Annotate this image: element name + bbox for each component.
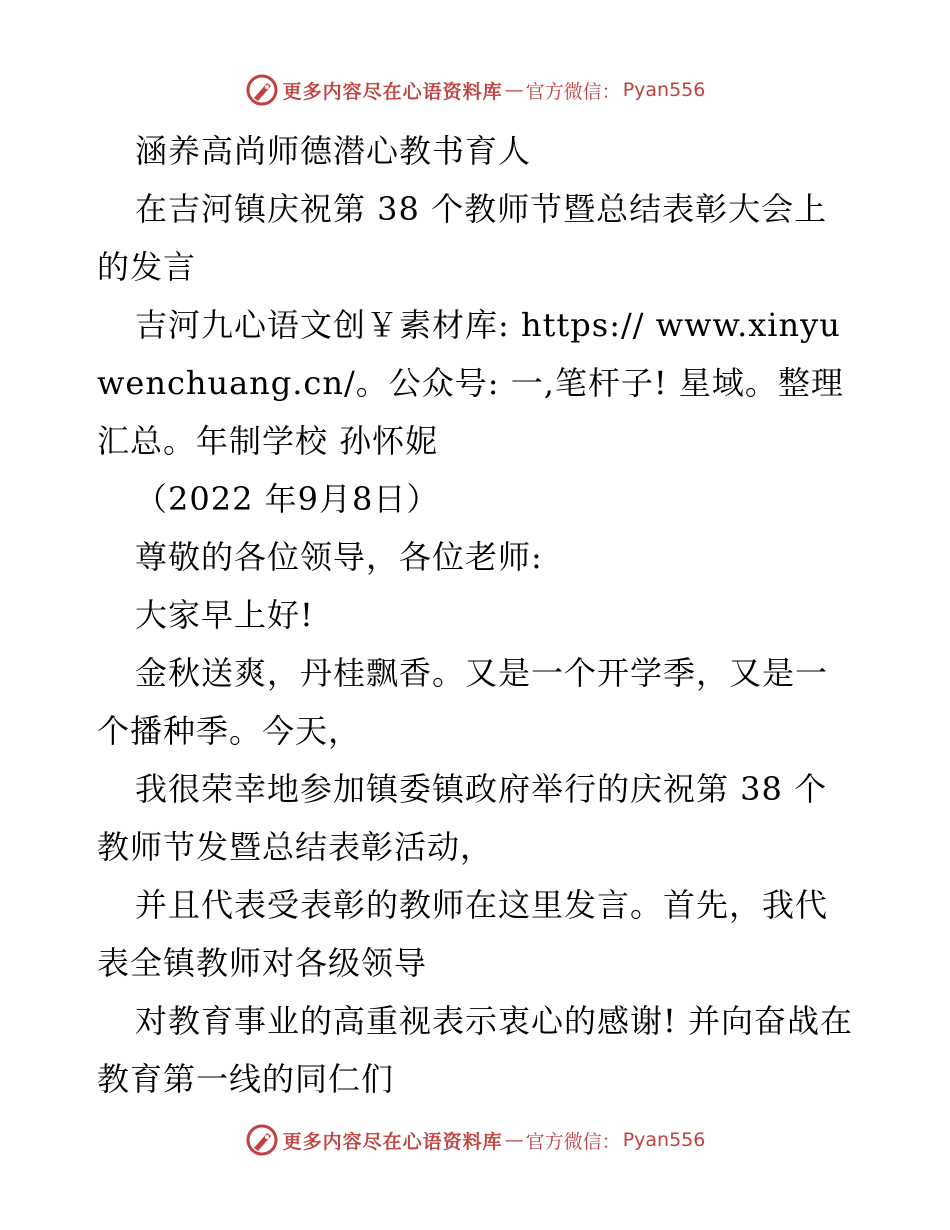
watermark-dash: — (504, 1129, 524, 1151)
body-paragraph: 对教育事业的高重视表示衷心的感谢! 并向奋战在教育第一线的同仁们 (97, 1002, 854, 1098)
watermark-wechat-id: Pyan556 (622, 1129, 706, 1151)
body-paragraph: 金秋送爽，丹桂飘香。又是一个开学季，又是一个播种季。今天， (97, 654, 829, 750)
watermark-dash: — (504, 79, 524, 101)
body-paragraph: 我很荣幸地参加镇委镇政府举行的庆祝第 38 个教师节发暨总结表彰活动， (97, 770, 828, 866)
salutation: 尊敬的各位领导，各位老师: (135, 538, 543, 576)
pen-logo-icon (245, 73, 279, 107)
source-note: 吉河九心语文创￥素材库: https:// www.xinyuwenchuang.cn/。公众号: 一,笔杆子! 星域。整理汇总。年制学校 孙怀妮 (97, 306, 844, 460)
watermark-header (0, 70, 950, 110)
watermark-footer (0, 1120, 950, 1160)
document-subtitle: 在吉河镇庆祝第 38 个教师节暨总结表彰大会上的发言 (97, 190, 828, 286)
pen-logo-icon (245, 1123, 279, 1157)
document-date: （2022 年9月8日） (135, 480, 440, 518)
body-paragraph: 并且代表受表彰的教师在这里发言。首先，我代表全镇教师对各级领导 (97, 886, 829, 982)
watermark-wechat-label: 官方微信： (525, 1130, 621, 1153)
watermark-wechat-label: 官方微信： (525, 80, 621, 103)
greeting: 大家早上好! (135, 596, 314, 634)
watermark-text: 更多内容尽在心语资料库 (282, 80, 503, 103)
document-title: 涵养高尚师德潜心教书育人 (135, 132, 532, 170)
document-body (97, 122, 857, 1108)
watermark-text: 更多内容尽在心语资料库 (282, 1130, 503, 1153)
watermark-wechat-id: Pyan556 (622, 79, 706, 101)
